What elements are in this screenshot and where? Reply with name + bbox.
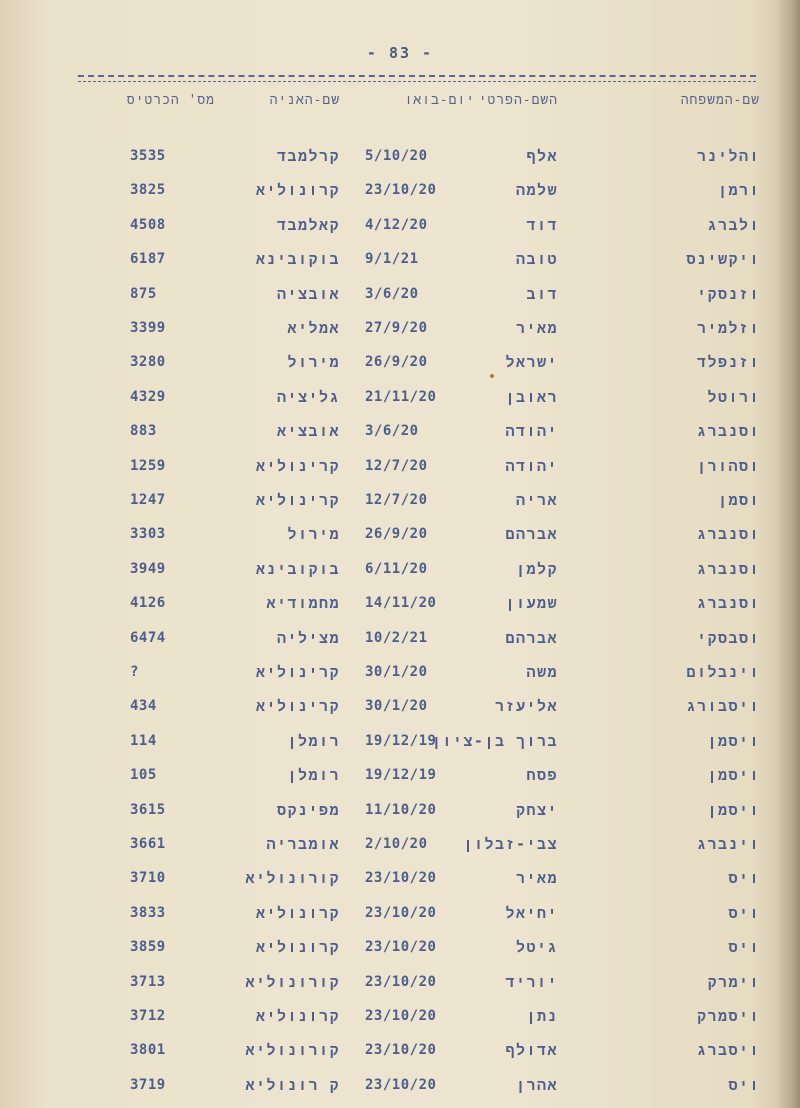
certificate-number-cell: 3713 <box>130 973 166 990</box>
ink-spot <box>490 374 494 378</box>
family-name-cell: וזלמיר <box>696 319 760 337</box>
ship-name-cell: רומלן <box>287 731 340 750</box>
family-name-cell: ויסברג <box>696 1041 760 1060</box>
ship-name-cell: קורונוליא <box>245 1041 340 1060</box>
table-row <box>70 1039 770 1061</box>
arrival-date-cell: 19/12/19 <box>365 732 437 749</box>
certificate-number-cell: 105 <box>130 767 157 784</box>
arrival-date-cell: 23/10/20 <box>365 182 437 199</box>
table-row <box>70 661 770 683</box>
family-name-cell: ויסמן <box>707 731 760 750</box>
page-number: - 83 - <box>366 44 434 62</box>
ship-name-cell: מחמודיא <box>266 594 340 613</box>
certificate-number-cell: 3710 <box>130 870 166 887</box>
arrival-date-cell: 14/11/20 <box>365 595 437 612</box>
certificate-number-cell: 3661 <box>130 836 166 852</box>
family-name-cell: ויסבורג <box>686 697 760 716</box>
table-row <box>70 523 770 545</box>
header-first-name: השם-הפרטי <box>478 93 558 108</box>
family-name-cell: ורוטל <box>707 387 760 406</box>
certificate-number-cell: 3859 <box>130 939 166 956</box>
ship-name-cell: מירול <box>287 353 340 372</box>
header-family-name: שם-המשפחה <box>680 93 760 108</box>
first-name-cell: נתן <box>526 1007 558 1025</box>
certificate-number-cell: 3833 <box>130 904 166 921</box>
certificate-number-cell: 6474 <box>130 629 166 646</box>
certificate-number-cell: 434 <box>130 698 157 715</box>
arrival-date-cell: 6/11/20 <box>365 560 428 577</box>
arrival-date-cell: 12/7/20 <box>365 457 428 474</box>
first-name-cell: יהודה <box>505 422 558 441</box>
certificate-number-cell: 3719 <box>130 1076 166 1093</box>
family-name-cell: וסנברג <box>696 559 760 578</box>
ship-name-cell: אומבריה <box>266 835 340 853</box>
first-name-cell: טובה <box>515 250 558 269</box>
first-name-cell: אהרן <box>515 1075 558 1094</box>
first-name-cell: שמעון <box>505 594 558 613</box>
certificate-number-cell: 3825 <box>130 182 166 199</box>
family-name-cell: ויסמרק <box>696 1007 760 1025</box>
arrival-date-cell: 23/10/20 <box>365 939 437 956</box>
certificate-number-cell: 3280 <box>130 354 166 371</box>
first-name-cell: יוריד <box>505 972 558 991</box>
first-name-cell: אברהם <box>505 628 558 647</box>
family-name-cell: ויס <box>728 869 760 888</box>
table-row <box>70 627 770 649</box>
ship-name-cell: קרינוליא <box>255 491 340 509</box>
first-name-cell: אדולף <box>505 1041 558 1060</box>
certificate-number-cell: 3535 <box>130 148 166 164</box>
family-name-cell: ורמן <box>717 181 760 200</box>
certificate-number-cell: 3615 <box>130 801 166 818</box>
first-name-cell: צבי-זבלון <box>463 835 558 853</box>
family-name-cell: וזנפלד <box>696 353 760 372</box>
certificate-number-cell: 4126 <box>130 595 166 612</box>
arrival-date-cell: 12/7/20 <box>365 492 428 508</box>
family-name-cell: וסנברג <box>696 525 760 544</box>
arrival-date-cell: 23/10/20 <box>365 1042 437 1059</box>
table-row <box>70 799 770 821</box>
ship-name-cell: קרינוליא <box>255 663 340 681</box>
first-name-cell: דוד <box>526 215 558 234</box>
family-name-cell: ויס <box>728 903 760 922</box>
family-name-cell: וינברג <box>696 835 760 853</box>
table-row <box>70 558 770 580</box>
table-row <box>70 971 770 993</box>
ship-name-cell: קורונוליא <box>245 972 340 991</box>
ship-name-cell: אובציא <box>276 422 340 441</box>
arrival-date-cell: 23/10/20 <box>365 870 437 887</box>
certificate-number-cell: 3949 <box>130 560 166 577</box>
arrival-date-cell: 11/10/20 <box>365 801 437 818</box>
ship-name-cell: מציליה <box>276 628 340 647</box>
arrival-date-cell: 30/1/20 <box>365 664 428 680</box>
ship-name-cell: קרינוליא <box>255 456 340 475</box>
certificate-number-cell: 114 <box>130 732 157 749</box>
table-row <box>70 1074 770 1096</box>
certificate-number-cell: 1259 <box>130 457 166 474</box>
arrival-date-cell: 9/1/21 <box>365 251 419 268</box>
table-row <box>70 455 770 477</box>
table-row <box>70 764 770 786</box>
certificate-number-cell: 875 <box>130 285 157 302</box>
family-name-cell: וסנברג <box>696 594 760 613</box>
table-header <box>70 90 770 112</box>
table-row <box>70 351 770 373</box>
family-name-cell: וינבלום <box>686 663 760 681</box>
first-name-cell: שלמה <box>515 181 558 200</box>
arrival-date-cell: 30/1/20 <box>365 698 428 715</box>
first-name-cell: מאיר <box>515 869 558 888</box>
family-name-cell: ויסמן <box>707 766 760 785</box>
first-name-cell: אריה <box>515 491 558 509</box>
family-name-cell: וסבסקי <box>696 628 760 647</box>
ship-name-cell: קורונוליא <box>245 869 340 888</box>
ship-name-cell: ק רונוליא <box>245 1075 340 1094</box>
arrival-date-cell: 26/9/20 <box>365 354 428 371</box>
ship-name-cell: קאלמבד <box>276 215 340 234</box>
certificate-number-cell: 3712 <box>130 1008 166 1024</box>
table-row <box>70 248 770 270</box>
family-name-cell: ולברג <box>707 215 760 234</box>
ship-name-cell: קרונוליא <box>255 181 340 200</box>
arrival-date-cell: 23/10/20 <box>365 904 437 921</box>
ship-name-cell: רומלן <box>287 766 340 785</box>
arrival-date-cell: 23/10/20 <box>365 1076 437 1093</box>
ship-name-cell: בוקובינא <box>255 250 340 269</box>
ship-name-cell: קרונוליא <box>255 1007 340 1025</box>
first-name-cell: מאיר <box>515 319 558 337</box>
ship-name-cell: אמליא <box>287 319 340 337</box>
arrival-date-cell: 3/6/20 <box>365 285 419 302</box>
first-name-cell: קלמן <box>515 559 558 578</box>
ship-name-cell: קרינוליא <box>255 697 340 716</box>
table-row <box>70 145 770 167</box>
arrival-date-cell: 5/10/20 <box>365 148 428 164</box>
ship-name-cell: מירול <box>287 525 340 544</box>
first-name-cell: יהודה <box>505 456 558 475</box>
arrival-date-cell: 3/6/20 <box>365 423 419 440</box>
first-name-cell: פסח <box>526 766 558 785</box>
first-name-cell: ישראל <box>505 353 558 372</box>
table-row <box>70 386 770 408</box>
ship-name-cell: קרונוליא <box>255 903 340 922</box>
ship-name-cell: קרלמבד <box>276 147 340 165</box>
arrival-date-cell: 26/9/20 <box>365 526 428 543</box>
table-row <box>70 317 770 339</box>
family-name-cell: והלינר <box>696 147 760 165</box>
arrival-date-cell: 10/2/21 <box>365 629 428 646</box>
table-row <box>70 179 770 201</box>
certificate-number-cell: 4508 <box>130 216 166 233</box>
table-row <box>70 283 770 305</box>
arrival-date-cell: 23/10/20 <box>365 1008 437 1024</box>
first-name-cell: ראובן <box>505 387 558 406</box>
ship-name-cell: קרונוליא <box>255 938 340 957</box>
certificate-number-cell: 6187 <box>130 251 166 268</box>
first-name-cell: גיטל <box>515 938 558 957</box>
arrival-date-cell: 4/12/20 <box>365 216 428 233</box>
table-row <box>70 489 770 511</box>
ship-name-cell: בוקובינא <box>255 559 340 578</box>
table-row <box>70 936 770 958</box>
ship-name-cell: מפינקס <box>276 800 340 819</box>
header-divider-bottom <box>78 81 756 82</box>
first-name-cell: יצחק <box>515 800 558 819</box>
certificate-number-cell: 3399 <box>130 320 166 336</box>
header-arrival-date: יום-בואו <box>404 93 475 108</box>
arrival-date-cell: 2/10/20 <box>365 836 428 852</box>
table-row <box>70 695 770 717</box>
certificate-number-cell: 3303 <box>130 526 166 543</box>
first-name-cell: ברוך בן-ציון <box>431 731 558 750</box>
arrival-date-cell: 21/11/20 <box>365 388 437 405</box>
family-name-cell: וסנברג <box>696 422 760 441</box>
family-name-cell: וסמן <box>717 491 760 509</box>
table-row <box>70 867 770 889</box>
family-name-cell: וסהורן <box>696 456 760 475</box>
arrival-date-cell: 27/9/20 <box>365 320 428 336</box>
certificate-number-cell: 1247 <box>130 492 166 508</box>
page-edge-shadow <box>776 0 800 1108</box>
table-row <box>70 730 770 752</box>
first-name-cell: יחיאל <box>505 903 558 922</box>
header-ship-name: שם-האניה <box>269 93 340 108</box>
family-name-cell: ויסמן <box>707 800 760 819</box>
ship-name-cell: גליציה <box>276 387 340 406</box>
table-row <box>70 902 770 924</box>
first-name-cell: משה <box>526 663 558 681</box>
certificate-number-cell: 883 <box>130 423 157 440</box>
header-divider-top <box>78 75 756 77</box>
family-name-cell: ויס <box>728 938 760 957</box>
arrival-date-cell: 23/10/20 <box>365 973 437 990</box>
table-row <box>70 833 770 855</box>
table-row <box>70 420 770 442</box>
family-name-cell: ויקשינס <box>686 250 760 269</box>
table-row <box>70 592 770 614</box>
family-name-cell: וימרק <box>707 972 760 991</box>
first-name-cell: אליעזר <box>494 697 558 716</box>
certificate-number-cell: 3801 <box>130 1042 166 1059</box>
table-row <box>70 214 770 236</box>
first-name-cell: אברהם <box>505 525 558 544</box>
certificate-number-cell: ? <box>130 664 139 680</box>
arrival-date-cell: 19/12/19 <box>365 767 437 784</box>
certificate-number-cell: 4329 <box>130 388 166 405</box>
first-name-cell: דוב <box>526 284 558 303</box>
table-row <box>70 1005 770 1027</box>
ship-name-cell: אובציה <box>276 284 340 303</box>
family-name-cell: ויס <box>728 1075 760 1094</box>
header-certificate-number: מס' הכרטיס <box>126 93 215 108</box>
family-name-cell: וזנסקי <box>696 284 760 303</box>
first-name-cell: אלף <box>526 147 558 165</box>
